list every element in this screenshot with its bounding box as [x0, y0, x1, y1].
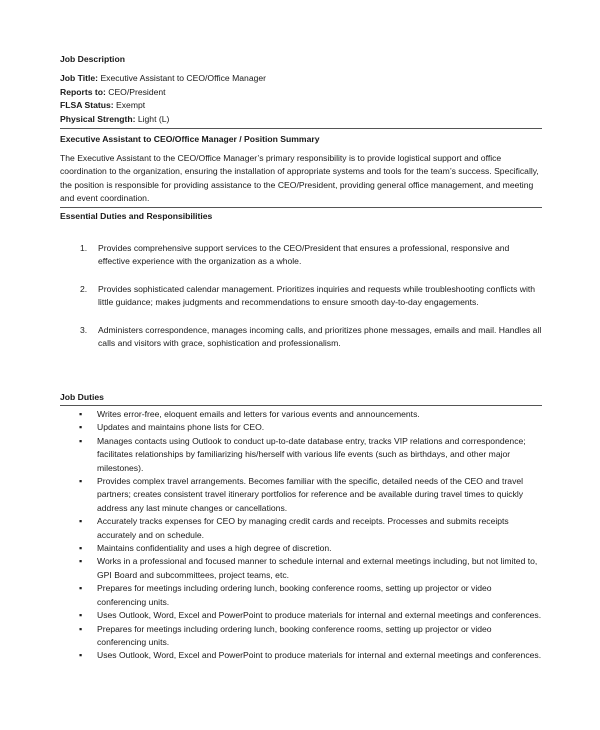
section-divider	[60, 128, 542, 129]
bullet-icon: ▪	[79, 422, 83, 433]
row-label: FLSA Status:	[60, 100, 114, 111]
bullet-icon: ▪	[79, 623, 83, 634]
bullet-icon: ▪	[79, 435, 83, 446]
job-duties-heading: Job Duties	[60, 392, 104, 402]
list-item	[60, 421, 542, 434]
item-text: Manages contacts using Outlook to conduct up-to-date database entry, tracks VIP relations and correspondence; facilitates relationships by familiarizing his/herself with various life events (such as birthdays, and other major milestones).	[97, 435, 526, 473]
item-number: 1.	[80, 243, 88, 253]
list-item	[60, 609, 542, 622]
item-text: Accurately tracks expenses for CEO by managing credit cards and receipts. Processes and submits receipts accurately and on schedule.	[97, 516, 509, 540]
row-value: Light (L)	[137, 113, 170, 124]
section-divider	[60, 405, 542, 406]
row-label: Job Title:	[60, 73, 99, 84]
job-title-row	[60, 72, 542, 85]
bullet-icon: ▪	[79, 476, 83, 487]
list-item	[60, 623, 542, 650]
bullet-icon: ▪	[79, 650, 83, 661]
item-text: Works in a professional and focused manner to schedule internal and external meetings including, but not limited to, GPI Board and subcommittees, project teams, etc.	[97, 556, 538, 580]
item-text: Uses Outlook, Word, Excel and PowerPoint to produce materials for internal and external meetings and conferences.	[97, 610, 542, 621]
flsa-status-row	[60, 99, 542, 112]
row-value: Exempt	[116, 100, 146, 111]
list-item	[60, 242, 542, 269]
list-item	[60, 475, 542, 515]
physical-strength-row	[60, 113, 542, 126]
item-text: Maintains confidentiality and uses a high degree of discretion.	[97, 543, 332, 554]
row-value: Executive Assistant to CEO/Office Manager	[100, 73, 267, 84]
item-text: Uses Outlook, Word, Excel and PowerPoint to produce materials for internal and external meetings and conferences.	[97, 650, 542, 661]
job-duties-list-container	[60, 408, 542, 663]
bullet-icon: ▪	[79, 556, 83, 567]
item-text: Provides complex travel arrangements. Becomes familiar with the specific, detailed needs of the CEO and travel partners; creates consistent travel itinerary portfolios for reference and be available during travel times to quickly address any last minute changes or cancellations.	[97, 476, 524, 513]
list-item	[60, 408, 542, 421]
bullet-icon: ▪	[79, 610, 83, 621]
list-item	[60, 324, 542, 351]
job-duties-list	[60, 408, 542, 663]
item-text: Writes error-free, eloquent emails and letters for various events and announcements.	[97, 409, 420, 419]
item-text: Provides comprehensive support services to the CEO/President that ensures a professional, responsive and effective experience with the organization as a whole.	[98, 243, 510, 267]
essential-list-container	[60, 242, 542, 364]
summary-text: The Executive Assistant to the CEO/Office Manager’s primary responsibility is to provide logistical support and office coordination to the organization, ensuring the installation of appropriate systems and tools for the team’s success. Specifically, the position is responsible for providing assistance to the CEO/President, providing general office management, and meeting and event coordination.	[60, 153, 539, 204]
bullet-icon: ▪	[79, 583, 83, 594]
bullet-icon: ▪	[79, 516, 83, 527]
job-header	[60, 53, 542, 126]
essential-list	[60, 242, 542, 350]
list-item	[60, 555, 542, 582]
list-item	[60, 435, 542, 475]
reports-to-row	[60, 86, 542, 99]
summary-heading: Executive Assistant to CEO/Office Manager / Position Summary	[60, 134, 320, 144]
bullet-icon: ▪	[79, 409, 83, 419]
item-text: Updates and maintains phone lists for CEO.	[97, 422, 265, 433]
doc-title: Job Description	[60, 54, 125, 64]
item-number: 2.	[80, 283, 88, 294]
section-divider	[60, 207, 542, 208]
essential-heading: Essential Duties and Responsibilities	[60, 211, 213, 221]
item-text: Provides sophisticated calendar management. Prioritizes inquiries and requests while troubleshooting conflicts with little guidance; makes judgments and recommendations to ensure smooth day-to-day engagements.	[98, 283, 536, 308]
list-item	[60, 515, 542, 542]
bullet-icon: ▪	[79, 543, 83, 554]
list-item	[60, 542, 542, 555]
row-label: Reports to:	[60, 86, 106, 97]
row-value: CEO/President	[108, 86, 166, 97]
list-item	[60, 582, 542, 609]
list-item	[60, 649, 542, 662]
item-number: 3.	[80, 324, 88, 335]
list-item	[60, 283, 542, 310]
item-text: Prepares for meetings including ordering lunch, booking conference rooms, setting up projector or video conferencing units.	[97, 583, 492, 607]
row-label: Physical Strength:	[60, 113, 136, 124]
item-text: Administers correspondence, manages incoming calls, and prioritizes phone messages, emails and mail. Handles all calls and visitors with grace, sophistication and professionalism.	[98, 324, 542, 349]
item-text: Prepares for meetings including ordering lunch, booking conference rooms, setting up projector or video conferencing units.	[97, 623, 492, 647]
